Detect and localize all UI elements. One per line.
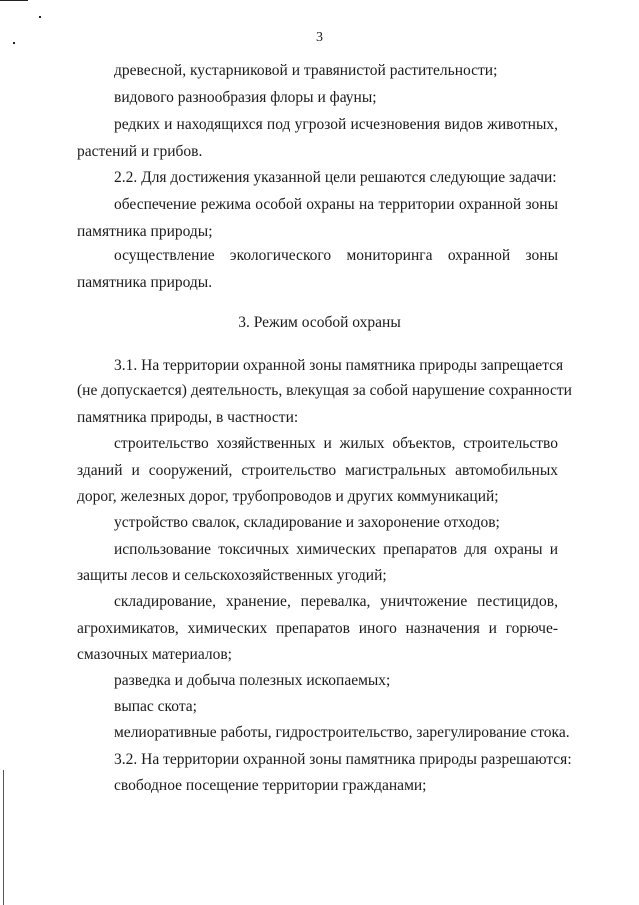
text-line: складирование, хранение, перевалка, уничтожение пестицидов, — [114, 593, 558, 610]
text-line: мелиоративные работы, гидростроительство, зарегулирование стока. — [114, 724, 570, 741]
text-line: смазочных материалов; — [77, 646, 232, 663]
text-line: строительство хозяйственных и жилых объектов, строительство — [114, 435, 558, 452]
text-line: 3.2. На территории охранной зоны памятника природы разрешаются: — [114, 751, 572, 768]
text-line: осуществление экологического мониторинга охранной зоны — [114, 247, 558, 264]
text-line: (не допускается) деятельность, влекущая за собой нарушение сохранности — [77, 382, 572, 399]
text-line: древесной, кустарниковой и травянистой растительности; — [114, 62, 498, 79]
scan-artifact-top — [0, 0, 28, 1]
text-line: памятника природы; — [77, 223, 213, 240]
text-line: памятника природы, в частности: — [77, 409, 299, 426]
scan-artifact-left-edge — [3, 770, 4, 905]
text-line: агрохимикатов, химических препаратов иного назначения и горюче- — [77, 620, 558, 637]
text-line: защиты лесов и сельскохозяйственных угодий; — [77, 567, 387, 584]
text-line: дорог, железных дорог, трубопроводов и других коммуникаций; — [77, 488, 499, 505]
text-line: зданий и сооружений, строительство магистральных автомобильных — [77, 462, 558, 479]
text-line: памятника природы. — [77, 274, 213, 291]
text-line: устройство свалок, складирование и захоронение отходов; — [114, 514, 500, 531]
text-line: 2.2. Для достижения указанной цели решаются следующие задачи: — [114, 169, 557, 186]
text-line: обеспечение режима особой охраны на территории охранной зоны — [114, 196, 558, 213]
text-line: выпас скота; — [114, 698, 197, 715]
scan-artifact-dot — [39, 16, 41, 18]
text-line: 3.1. На территории охранной зоны памятника природы запрещается — [114, 357, 564, 374]
text-line: свободное посещение территории гражданами; — [114, 777, 427, 794]
text-line: разведка и добыча полезных ископаемых; — [114, 672, 391, 689]
page-number: 3 — [316, 30, 323, 45]
text-line: редких и находящихся под угрозой исчезновения видов животных, — [114, 116, 558, 133]
text-line: видового разнообразия флоры и фауны; — [114, 89, 377, 106]
text-line: использование токсичных химических препаратов для охраны и — [114, 541, 558, 558]
text-line: растений и грибов. — [77, 143, 203, 160]
section-heading: 3. Режим особой охраны — [238, 314, 401, 331]
